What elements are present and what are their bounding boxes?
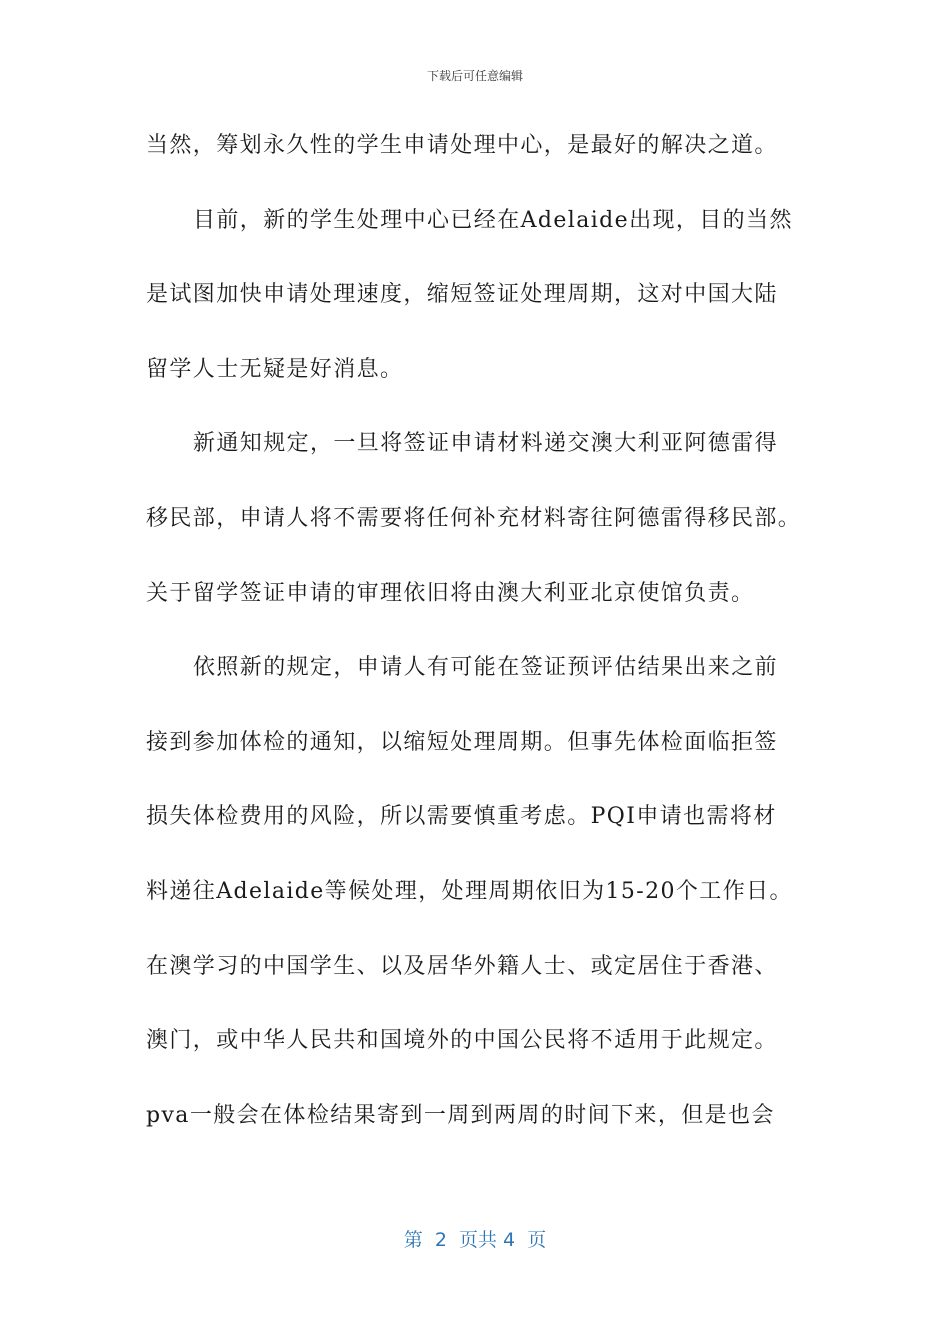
paragraph-line: 在澳学习的中国学生、以及居华外籍人士、或定居住于香港、 xyxy=(146,953,778,979)
paragraph-line: 当然，筹划永久性的学生申请处理中心，是最好的解决之道。 xyxy=(146,133,778,158)
paragraph-line: 目前，新的学生处理中心已经在Adelaide出现，目的当然 xyxy=(193,207,793,233)
paragraph-line: 新通知规定，一旦将签证申请材料递交澳大利亚阿德雷得 xyxy=(193,431,779,457)
paragraph-line: 澳门，或中华人民共和国境外的中国公民将不适用于此规定。 xyxy=(146,1028,778,1054)
paragraph-line: 接到参加体检的通知，以缩短处理周期。但事先体检面临拒签 xyxy=(146,729,778,755)
header-note: 下载后可任意编辑 xyxy=(426,69,523,83)
paragraph-line: 损失体检费用的风险，所以需要慎重考虑。PQI申请也需将材 xyxy=(146,804,777,830)
paragraph-line: 留学人士无疑是好消息。 xyxy=(146,356,404,382)
paragraph-line: pva一般会在体检结果寄到一周到两周的时间下来，但是也会 xyxy=(146,1102,775,1128)
document-body xyxy=(146,126,826,1170)
page-number-footer: 第 2 页共 4 页 xyxy=(403,1229,547,1251)
paragraph-line: 关于留学签证申请的审理依旧将由澳大利亚北京使馆负责。 xyxy=(146,580,755,606)
paragraph-line: 是试图加快申请处理速度，缩短签证处理周期，这对中国大陆 xyxy=(146,282,778,308)
paragraph-line: 料递往Adelaide等候处理，处理周期依旧为15-20个工作日。 xyxy=(146,878,793,904)
paragraph-line: 依照新的规定，申请人有可能在签证预评估结果出来之前 xyxy=(193,655,779,681)
paragraph-line: 移民部，申请人将不需要将任何补充材料寄往阿德雷得移民部。 xyxy=(146,505,802,531)
